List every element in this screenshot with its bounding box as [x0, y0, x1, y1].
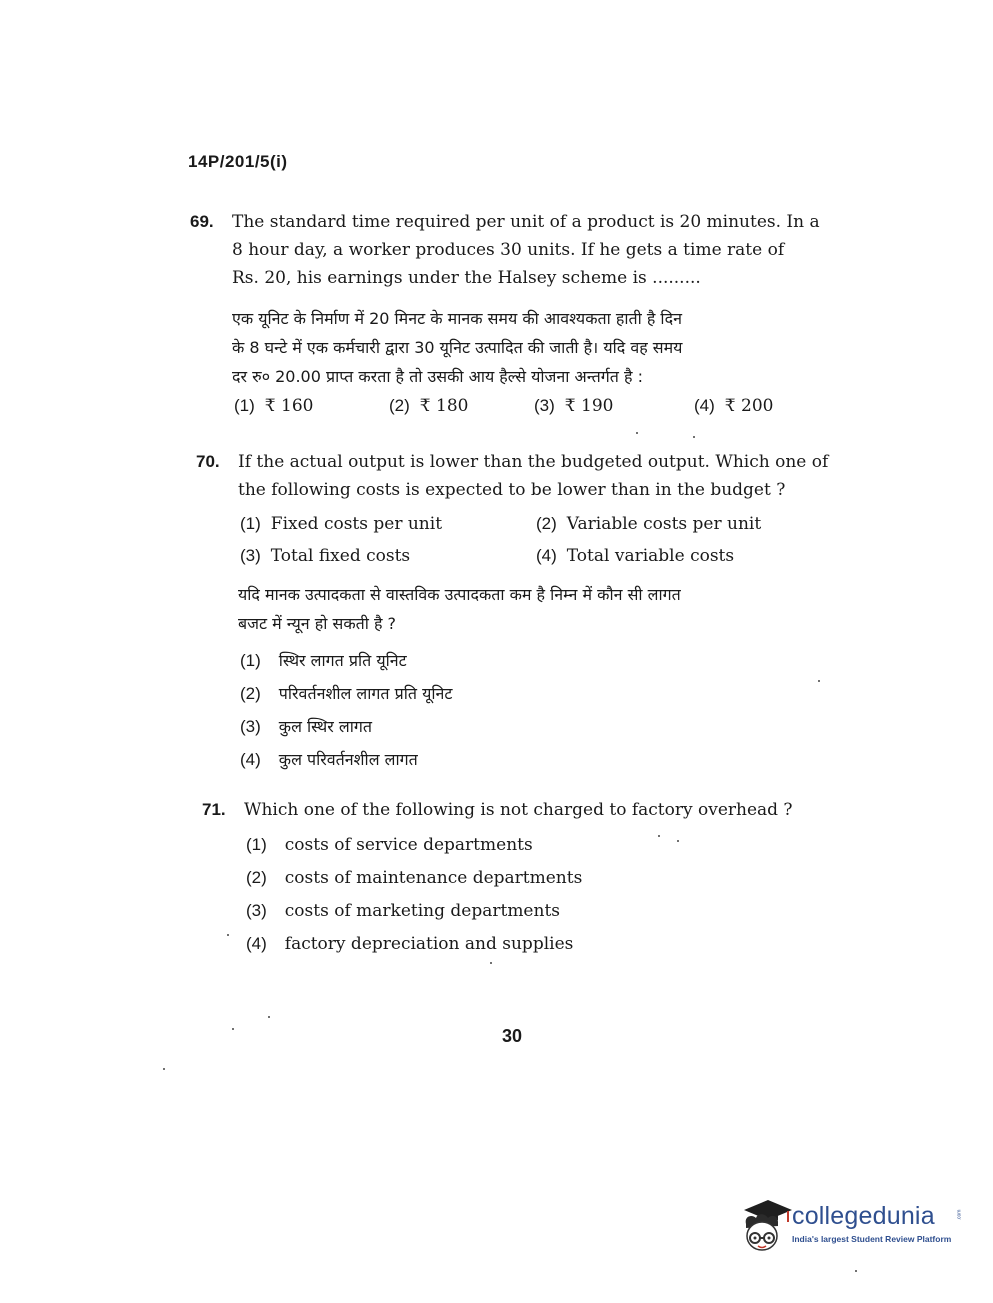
- question-number: 69.: [190, 212, 214, 231]
- scan-speck: [163, 1068, 165, 1070]
- option-number: (1): [240, 650, 261, 670]
- brand-suffix: .com: [956, 1209, 963, 1221]
- paper-code: 14P/201/5(i): [188, 152, 288, 171]
- option-4: [694, 392, 814, 420]
- question-text-english: [244, 796, 844, 824]
- option-text: कुल परिवर्तनशील लागत: [278, 749, 418, 769]
- scan-speck: [693, 436, 695, 438]
- option-number: (2): [240, 683, 261, 703]
- question-text-english: [232, 208, 832, 292]
- option-text: Variable costs per unit: [566, 514, 762, 534]
- option-number: (1): [234, 396, 255, 415]
- hindi-option-1: [240, 644, 452, 677]
- option-number: (4): [240, 749, 261, 769]
- option-4: [536, 542, 734, 570]
- option-3: [534, 392, 694, 420]
- option-number: (1): [240, 514, 261, 533]
- option-text: costs of maintenance departments: [284, 867, 583, 888]
- option-text: ₹ 160: [264, 396, 314, 416]
- option-text: factory depreciation and supplies: [284, 933, 574, 954]
- option-text: Total variable costs: [566, 546, 735, 566]
- question-number: 70.: [196, 452, 220, 471]
- options-row-2: [240, 542, 820, 570]
- option-text: Total fixed costs: [270, 546, 411, 566]
- option-number: (4): [246, 933, 267, 953]
- scan-speck: [636, 432, 638, 434]
- option-number: (3): [246, 900, 267, 920]
- mascot-icon: [738, 1196, 794, 1256]
- collegedunia-logo: [738, 1196, 963, 1256]
- hindi-option-3: [240, 710, 452, 743]
- option-2: [246, 861, 582, 894]
- option-2: [536, 510, 761, 538]
- question-number: 71.: [202, 800, 226, 819]
- option-text: costs of marketing departments: [284, 900, 561, 921]
- option-1: [246, 828, 582, 861]
- hindi-option-4: [240, 743, 452, 776]
- option-number: (3): [240, 716, 261, 736]
- option-number: (2): [389, 396, 410, 415]
- question-text-english: [238, 448, 838, 504]
- option-text: ₹ 180: [419, 396, 469, 416]
- scan-speck: [227, 934, 229, 936]
- option-text: ₹ 190: [564, 396, 614, 416]
- text-line: Which one of the following is not charged to factory overhead ?: [244, 800, 793, 820]
- text-line: If the actual output is lower than the budgeted output. Which one of: [238, 452, 829, 472]
- text-line: 8 hour day, a worker produces 30 units. If he gets a time rate of: [232, 240, 785, 260]
- question-69: [190, 208, 830, 423]
- text-line: के 8 घन्टे में एक कर्मचारी द्वारा 30 यूनिट उत्पादित की जाती है। यदि वह समय: [232, 338, 683, 357]
- option-number: (3): [240, 546, 261, 565]
- text-line: The standard time required per unit of a product is 20 minutes. In a: [232, 212, 820, 232]
- hindi-options: [240, 644, 452, 776]
- option-3: [240, 542, 536, 570]
- option-4: [246, 927, 582, 960]
- option-text: costs of service departments: [284, 834, 533, 855]
- question-text-hindi: [232, 304, 832, 391]
- scan-speck: [268, 1016, 270, 1018]
- question-text-hindi: [238, 580, 838, 638]
- text-line: एक यूनिट के निर्माण में 20 मिनट के मानक समय की आवश्यकता हाती है दिन: [232, 309, 682, 328]
- brand-name: collegedunia: [792, 1202, 935, 1230]
- options: [246, 828, 582, 960]
- scan-speck: [818, 680, 820, 682]
- options: [234, 392, 834, 420]
- option-number: (4): [536, 546, 557, 565]
- text-line: the following costs is expected to be lower than in the budget ?: [238, 480, 786, 500]
- text-line: बजट में न्यून हो सकती है ?: [238, 614, 397, 633]
- option-text: ₹ 200: [724, 396, 774, 416]
- option-number: (3): [534, 396, 555, 415]
- question-71: [202, 796, 842, 966]
- option-number: (4): [694, 396, 715, 415]
- options-row-1: [240, 510, 820, 538]
- option-3: [246, 894, 582, 927]
- scan-speck: [232, 1028, 234, 1030]
- option-number: (1): [246, 834, 267, 854]
- option-1: [240, 510, 536, 538]
- option-text: परिवर्तनशील लागत प्रति यूनिट: [278, 683, 453, 703]
- brand-tagline: India's largest Student Review Platform: [792, 1234, 952, 1244]
- option-1: [234, 392, 389, 420]
- scan-speck: [490, 962, 492, 964]
- option-text: Fixed costs per unit: [270, 514, 443, 534]
- option-text: स्थिर लागत प्रति यूनिट: [278, 650, 407, 670]
- option-text: कुल स्थिर लागत: [278, 716, 373, 736]
- question-70: [196, 448, 836, 778]
- option-number: (2): [246, 867, 267, 887]
- scan-speck: [658, 835, 660, 837]
- scan-speck: [855, 1270, 857, 1272]
- option-2: [389, 392, 534, 420]
- hindi-option-2: [240, 677, 452, 710]
- text-line: Rs. 20, his earnings under the Halsey scheme is .........: [232, 268, 701, 288]
- page-number: 30: [502, 1026, 523, 1046]
- option-number: (2): [536, 514, 557, 533]
- text-line: यदि मानक उत्पादकता से वास्तविक उत्पादकता कम है निम्न में कौन सी लागत: [238, 585, 681, 604]
- text-line: दर रु० 20.00 प्राप्त करता है तो उसकी आय हैल्से योजना अन्तर्गत है :: [232, 367, 643, 386]
- scan-speck: [677, 840, 679, 842]
